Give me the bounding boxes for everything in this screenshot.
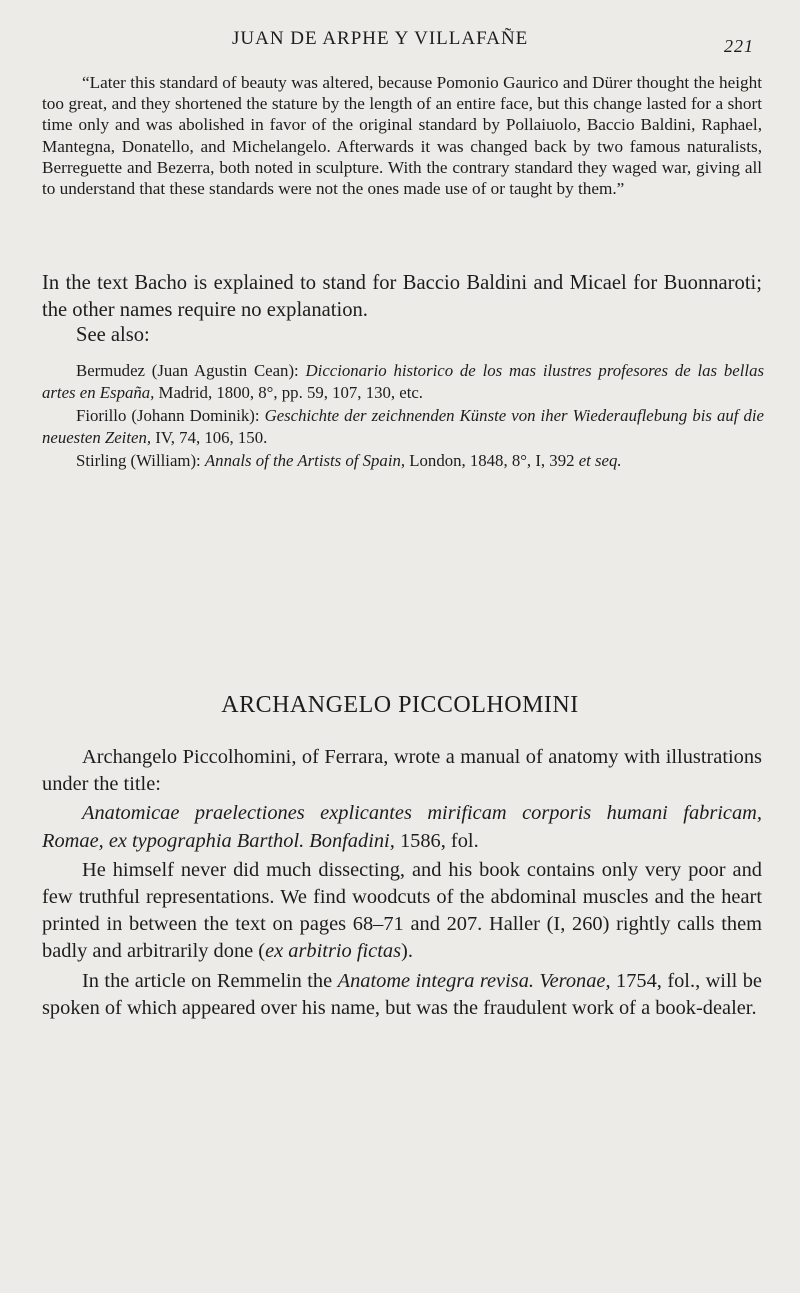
- running-header: [0, 26, 800, 56]
- reference-list: [42, 360, 764, 474]
- reference-item: [42, 405, 764, 448]
- reference-item: [42, 450, 764, 472]
- book-title: Anatome integra revisa. Veronae,: [337, 969, 611, 992]
- section-body: [42, 744, 762, 1024]
- reference-item: [42, 360, 764, 403]
- page-number: 221: [724, 36, 754, 56]
- body-text: ).: [401, 940, 413, 963]
- reference-author: Bermudez (Juan Agustin Cean):: [76, 361, 299, 380]
- body-text: He himself never did much dissecting, and his book contains only very poor and few truthful representations. We find woodcuts of the abdominal muscles and the heart printed in between the text on pages 68–71 and 207. Haller (I, 260) rightly calls them badly and arbitrarily done (: [42, 858, 762, 963]
- block-quote: [42, 72, 762, 199]
- body-paragraph: [42, 800, 762, 854]
- body-paragraph: [42, 857, 762, 966]
- intro-paragraph: In the text Bacho is explained to stand for Baccio Baldini and Micael for Buonnaroti; the other names require no explanation.: [42, 272, 762, 321]
- reference-title: Diccionario historico de los mas ilustres profesores de las bellas artes en España,: [42, 361, 764, 402]
- reference-title: Geschichte der zeichnenden Künste von iher Wiederauflebung bis auf die neuesten Zeiten,: [42, 406, 764, 447]
- intro-section: [42, 270, 762, 324]
- reference-title: Annals of the Artists of Spain,: [204, 451, 406, 470]
- body-paragraph: [42, 968, 762, 1022]
- reference-details: Madrid, 1800, 8°, pp. 59, 107, 130, etc.: [158, 382, 424, 402]
- reference-author: Stirling (William):: [76, 451, 201, 470]
- reference-details: IV, 74, 106, 150.: [155, 427, 268, 447]
- reference-details: London, 1848, 8°, I, 392: [409, 451, 575, 470]
- quote-paragraph: “Later this standard of beauty was altered, because Pomonio Gaurico and Dürer thought the height too great, and they shortened the stature by the length of an entire face, but this change lasted for a short time only and was abolished in favor of the original standard by Pollaiuolo, Baccio Baldini, Raphael, Mantegna, Donatello, and Michelangelo. Afterwards it was changed back by two famous naturalists, Berreguette and Bezerra, both noted in sculpture. With the contrary standard they waged war, giving all to understand that these standards were not the ones made use of or taught by them.”: [42, 73, 762, 199]
- body-text: 1754, fol., will be spoken of which appeared over his name, but was the fraudulent work of a book-dealer.: [42, 969, 762, 1019]
- body-paragraph: Archangelo Piccolhomini, of Ferrara, wrote a manual of anatomy with illustrations under the title:: [42, 746, 762, 796]
- book-title: Anatomicae praelectiones explicantes mirificam corporis humani fabricam, Romae, ex typographia Barthol. Bonfadini,: [42, 802, 762, 852]
- section-heading: ARCHANGELO PICCOLHOMINI: [221, 692, 579, 718]
- see-also-label: See also:: [76, 324, 150, 346]
- running-title: JUAN DE ARPHE Y VILLAFAÑE: [232, 28, 529, 49]
- reference-suffix: et seq.: [578, 451, 622, 470]
- latin-phrase: ex arbitrio fictas: [265, 940, 402, 963]
- body-text: In the article on Remmelin the: [82, 969, 333, 992]
- book-imprint: 1586, fol.: [399, 829, 479, 852]
- reference-author: Fiorillo (Johann Dominik):: [76, 406, 260, 425]
